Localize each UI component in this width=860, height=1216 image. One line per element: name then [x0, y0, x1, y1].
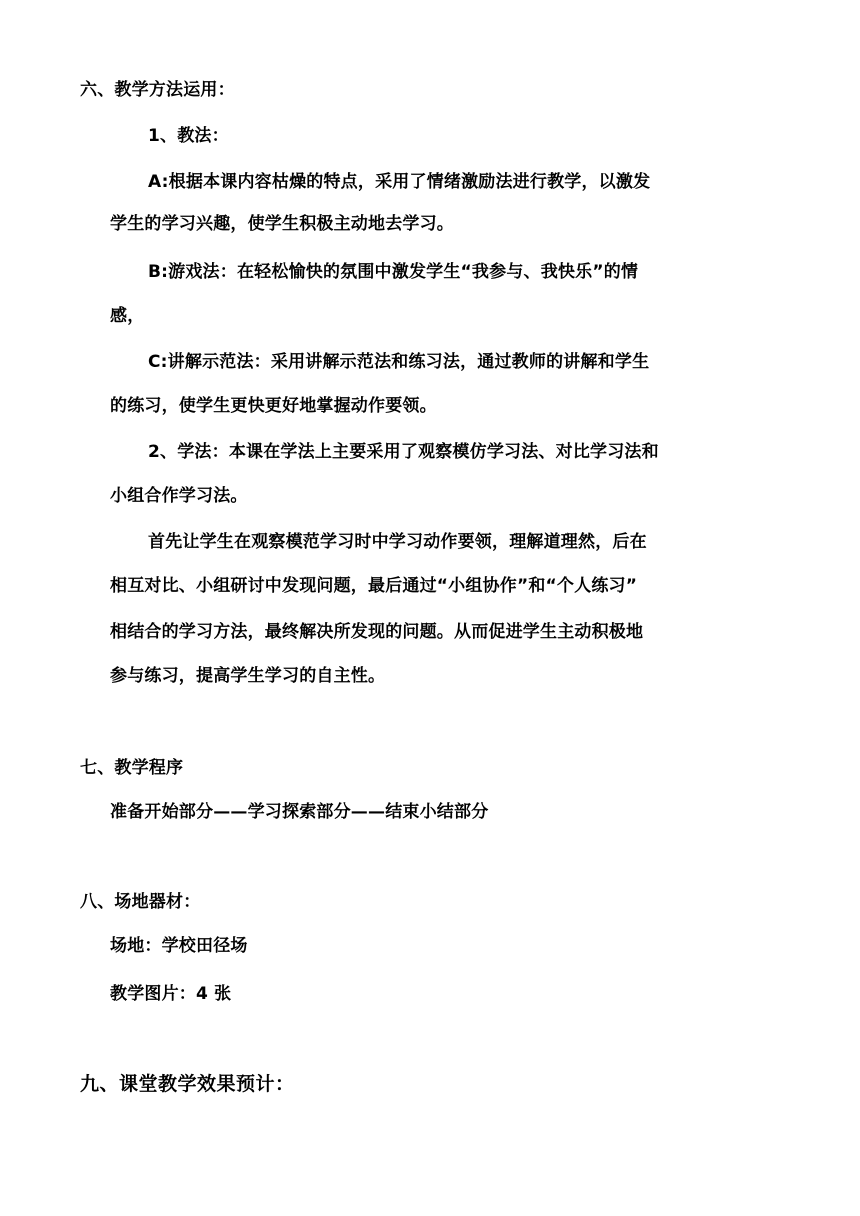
section-6-heading: 六、教学方法运用：: [80, 80, 235, 100]
section-8-heading: 八、场地器材：: [80, 892, 201, 912]
summary-line-4: 参与练习，提高学生学习的自主性。: [110, 666, 386, 686]
summary-line-1: 首先让学生在观察模范学习时中学习动作要领，理解道理然，后在: [148, 532, 647, 552]
method-b-line-1: B:游戏法：在轻松愉快的氛围中激发学生“我参与、我快乐”的情: [148, 262, 639, 282]
materials-line: 教学图片：4 张: [110, 984, 232, 1004]
method-a-line-1: A:根据本课内容枯燥的特点，采用了情绪激励法进行教学，以激发: [148, 172, 651, 192]
summary-line-2: 相互对比、小组研讨中发现问题，最后通过“小组协作”和“个人练习”: [110, 576, 638, 596]
section-7-heading: 七、教学程序: [80, 758, 184, 778]
learning-method-line-2: 小组合作学习法。: [110, 486, 248, 506]
method-c-line-2: 的练习，使学生更快更好地掌握动作要领。: [110, 396, 437, 416]
method-c-line-1: C:讲解示范法：采用讲解示范法和练习法，通过教师的讲解和学生: [148, 352, 650, 372]
section-9-heading: 九、课堂教学效果预计：: [80, 1073, 295, 1095]
venue-line: 场地：学校田径场: [110, 936, 248, 956]
teaching-procedure-line: 准备开始部分——学习探索部分——结束小结部分: [110, 802, 489, 822]
method-b-line-2: 感，: [110, 306, 145, 326]
teaching-method-title: 1、教法：: [148, 126, 229, 146]
method-a-line-2: 学生的学习兴趣，使学生积极主动地去学习。: [110, 214, 454, 234]
learning-method-line-1: 2、学法：本课在学法上主要采用了观察模仿学习法、对比学习法和: [148, 442, 659, 462]
summary-line-3: 相结合的学习方法，最终解决所发现的问题。从而促进学生主动积极地: [110, 622, 644, 642]
